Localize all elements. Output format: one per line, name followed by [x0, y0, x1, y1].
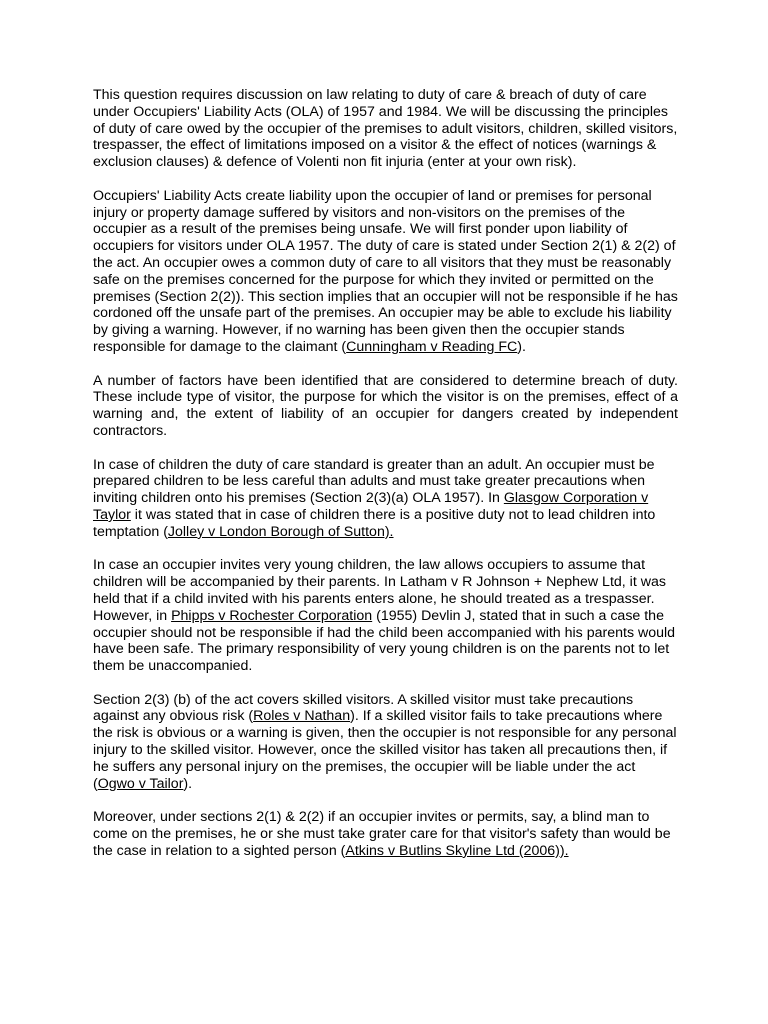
paragraph-ola-overview	[93, 188, 678, 356]
paragraph-text: This question requires discussion on law relating to duty of care & breach of duty of care under Occupiers' Liability Acts (OLA) of 1957 and 1984. We will be discussing the principles of duty of care owed by the occupier of the premises to adult visitors, children, skilled visitors, trespasser, the effect of limitations imposed on a visitor & the effect of notices (warnings & exclusion clauses) & defence of Volenti non fit injuria (enter at your own risk).	[93, 87, 678, 171]
paragraph-blind-visitor	[93, 809, 678, 859]
paragraph-text: ). If a skilled visitor fails to take precautions where the risk is obvious or a warning is given, then the occupier is not responsible for any personal injury to the skilled visitor. However, once the skilled visitor has taken all precautions then, if he suffers any personal injury on the premises, the occupier will be liable under the act (	[93, 708, 677, 792]
paragraph-text: A number of factors have been identified that are considered to determine breach of duty. These include type of visitor, the purpose for which the visitor is on the premises, effect of a warning and, the extent of liability of an occupier for dangers created by independent contractors.	[93, 372, 678, 439]
case-citation-phipps: Phipps v Rochester Corporation	[171, 607, 373, 624]
case-citation-jolley: Jolley v London Borough of Sutton).	[167, 523, 394, 540]
paragraph-skilled-visitors	[93, 692, 678, 793]
paragraph-text: In case of children the duty of care standard is greater than an adult. An occupier must be prepared children to be less careful than adults and must take greater precautions when inviting children onto his premises (Section 2(3)(a) OLA 1957). In	[93, 456, 655, 507]
case-citation-ogwo: Ogwo v Tailor	[97, 775, 184, 792]
case-citation-cunningham: Cunningham v Reading FC	[346, 338, 518, 355]
paragraph-text: ).	[517, 338, 526, 355]
paragraph-text: Section 2(3) (b) of the act covers skilled visitors. A skilled visitor must take precautions against any obvious risk (	[93, 691, 634, 725]
paragraph-text: Moreover, under sections 2(1) & 2(2) if an occupier invites or permits, say, a blind man to come on the premises, he or she must take grater care for that visitor's safety than would be the case in relation to a sighted person (	[93, 809, 671, 859]
paragraph-children	[93, 457, 678, 541]
case-citation-atkins: Atkins v Butlins Skyline Ltd (2006)).	[345, 842, 569, 859]
case-citation-glasgow: Glasgow Corporation v Taylor	[93, 490, 649, 523]
document-body	[93, 87, 678, 876]
paragraph-text: Occupiers' Liability Acts create liability upon the occupier of land or premises for personal injury or property damage suffered by visitors and non-visitors on the premises of the occupier as a result of the premises being unsafe. We will first ponder upon liability of occupiers for visitors under OLA 1957. The duty of care is stated under Section 2(1) & 2(2) of the act. An occupier owes a common duty of care to all visitors that they must be reasonably safe on the premises concerned for the purpose for which they invited or permitted on the premises (Section 2(2)). This section implies that an occupier will not be responsible if he has cordoned off the unsafe part of the premises. An occupier may be able to exclude his liability by giving a warning. However, if no warning has been given then the occupier stands responsible for damage to the claimant (	[93, 187, 678, 355]
case-citation-roles: Roles v Nathan	[253, 708, 351, 725]
paragraph-text: (1955) Devlin J, stated that in such a case the occupier should not be responsible if had the child been accompanied with his parents would have been safe. The primary responsibility of very young children is on the parents not to let them be unaccompanied.	[93, 607, 676, 675]
paragraph-text: In case an occupier invites very young children, the law allows occupiers to assume that children will be accompanied by their parents. In Latham v R Johnson + Nephew Ltd, it was held that if a child invited with his parents enters alone, he should treated as a trespasser. However, in	[93, 557, 666, 624]
paragraph-introduction	[93, 87, 678, 171]
paragraph-young-children	[93, 557, 678, 675]
paragraph-text: ).	[183, 775, 193, 792]
paragraph-breach-factors	[93, 373, 678, 440]
paragraph-text: it was stated that in case of children there is a positive duty not to lead children into temptation (	[93, 506, 656, 540]
